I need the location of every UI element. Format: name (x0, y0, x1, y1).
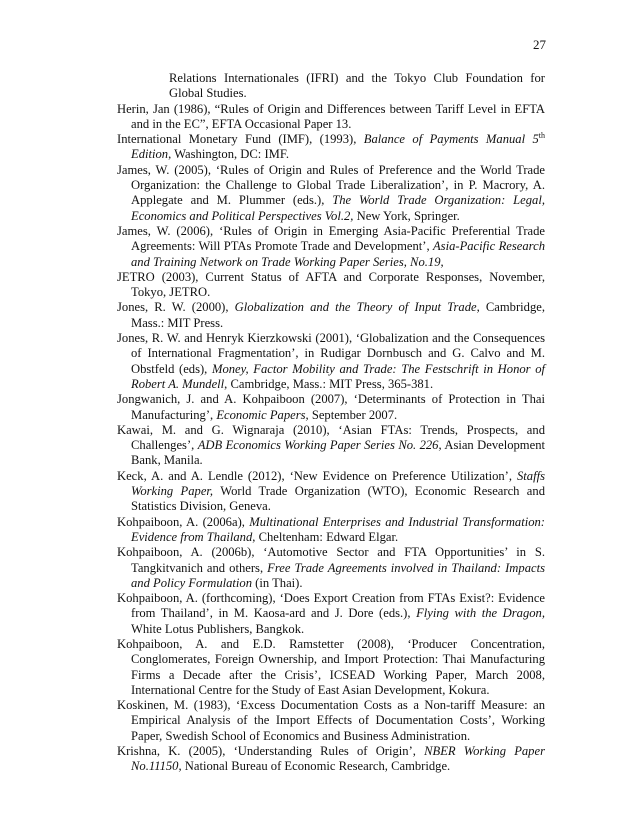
reference-text: Jongwanich, J. and A. Kohpaiboon (2007), ‘Determinants of Protection in Thai Manufacturing’, (117, 392, 545, 422)
reference-superscript: th (538, 131, 545, 140)
reference-italic-text: Globalization and the Theory of Input Trade, (234, 300, 480, 315)
reference-text: , Cambridge, Mass.: MIT Press, 365-381. (224, 376, 434, 391)
reference-italic-text: NBER Working Paper No.11150, (131, 744, 545, 774)
reference-italic-text: Flying with the Dragon, (416, 606, 545, 621)
reference-text: (in Thai). (252, 575, 303, 590)
reference-entry (117, 591, 545, 637)
reference-text: Kohpaiboon, A. (2006a), (117, 514, 250, 529)
reference-entry (117, 132, 545, 163)
reference-entry (117, 545, 545, 591)
reference-italic-text: Money, Factor Mobility and Trade: The Festschrift in Honor of Robert A. Mundell (131, 361, 545, 391)
reference-text: Kawai, M. and G. Wignaraja (2010), ‘Asian FTAs: Trends, Prospects, and Challenges’, (117, 422, 545, 453)
reference-text: New York, Springer. (353, 208, 460, 223)
reference-entry (117, 163, 545, 224)
reference-text: Cambridge, Mass.: MIT Press. (131, 300, 545, 330)
reference-entry (117, 637, 545, 698)
reference-entry (117, 423, 545, 469)
reference-italic-text: Edition (131, 147, 169, 162)
reference-entry (117, 515, 545, 546)
reference-entry (117, 744, 545, 775)
reference-text: National Bureau of Economic Research, Cambridge. (181, 759, 451, 774)
reference-text: JETRO (2003), Current Status of AFTA and Corporate Responses, November, Tokyo, JETRO. (117, 269, 545, 300)
reference-entry (117, 698, 545, 744)
reference-text: Kohpaiboon, A. (2006b), ‘Automotive Sector and FTA Opportunities’ in S. Tangkitvanich and others, (117, 545, 545, 575)
reference-italic-text: Asia-Pacific Research and Training Network on Trade Working Paper Series, No.19, (131, 239, 545, 269)
reference-entry (117, 224, 545, 270)
reference-entry (117, 392, 545, 423)
reference-text: Jones, R. W. (2000), (117, 300, 235, 315)
reference-text: White Lotus Publishers, Bangkok. (131, 621, 305, 636)
reference-entry (117, 102, 545, 133)
reference-text: James, W. (2006), ‘Rules of Origin in Emerging Asia-Pacific Preferential Trade Agreements: Will PTAs Promote Trade and Development’, (117, 223, 545, 254)
reference-text: Keck, A. and A. Lendle (2012), ‘New Evidence on Preference Utilization’, (117, 468, 517, 483)
reference-text: Koskinen, M. (1983), ‘Excess Documentation Costs as a Non-tariff Measure: an Empirical Analysis of the Import Effects of Documentation Costs’, Working Paper, Swedish School of Economics and Business Administration. (117, 698, 545, 743)
reference-text: , Washington, DC: IMF. (168, 147, 289, 162)
reference-italic-text: The World Trade Organization: Legal, Economics and Political Perspectives Vol.2, (131, 193, 545, 223)
reference-text: International Monetary Fund (IMF), (1993), (117, 132, 364, 147)
reference-italic-text: Balance of Payments Manual 5 (363, 132, 539, 147)
reference-entry (117, 331, 545, 392)
reference-italic-text: Staffs Working Paper, (131, 468, 545, 499)
reference-list (117, 71, 545, 775)
reference-italic-text: Economic Papers, (216, 407, 309, 422)
reference-text: Jones, R. W. and Henryk Kierzkowski (2001), ‘Globalization and the Consequences of International Fragmentation’, in Rudigar Dornbusch and G. Calvo and M. Obstfeld (eds), (117, 331, 545, 376)
reference-text: , Cheltenham: Edward Elgar. (252, 529, 399, 544)
reference-text: Kohpaiboon, A. and E.D. Ramstetter (2008), ‘Producer Concentration, Conglomerates, Foreign Ownership, and Import Protection: Thai Manufacturing Firms a Decade after the Crisis’, ICSEAD Working Paper, March 2008, International Centre for the Study of East Asian Development, Kokura. (117, 636, 545, 697)
reference-text: Krishna, K. (2005), ‘Understanding Rules of Origin’, (117, 744, 425, 759)
reference-italic-text: Multinational Enterprises and Industrial Transformation: Evidence from Thailand (131, 514, 545, 544)
reference-entry (117, 300, 545, 331)
reference-text: Herin, Jan (1986), “Rules of Origin and Differences between Tariff Level in EFTA and in the EC”, EFTA Occasional Paper 13. (117, 101, 545, 131)
reference-entry (117, 469, 545, 515)
reference-italic-text: ADB Economics Working Paper Series No. 226, (197, 438, 442, 453)
reference-text: September 2007. (308, 407, 398, 422)
page-number: 27 (533, 37, 546, 52)
reference-entry (117, 270, 545, 301)
reference-text: Relations Internationales (IFRI) and the Tokyo Club Foundation for Global Studies. (169, 71, 545, 101)
reference-entry (117, 71, 545, 102)
reference-text: James, W. (2005), ‘Rules of Origin and Rules of Preference and the World Trade Organization: the Challenge to Global Trade Liberalization’, in P. Macrory, A. Applegate and M. Plummer (eds.), (117, 162, 545, 208)
reference-italic-text: Free Trade Agreements involved in Thailand: Impacts and Policy Formulation (131, 560, 545, 590)
reference-text: Kohpaiboon, A. (forthcoming), ‘Does Export Creation from FTAs Exist?: Evidence from Thailand’, in M. Kaosa-ard and J. Dore (eds.), (117, 591, 545, 621)
reference-text: World Trade Organization (WTO), Economic Research and Statistics Division, Geneva. (131, 484, 545, 514)
reference-text: Asian Development Bank, Manila. (131, 438, 545, 468)
